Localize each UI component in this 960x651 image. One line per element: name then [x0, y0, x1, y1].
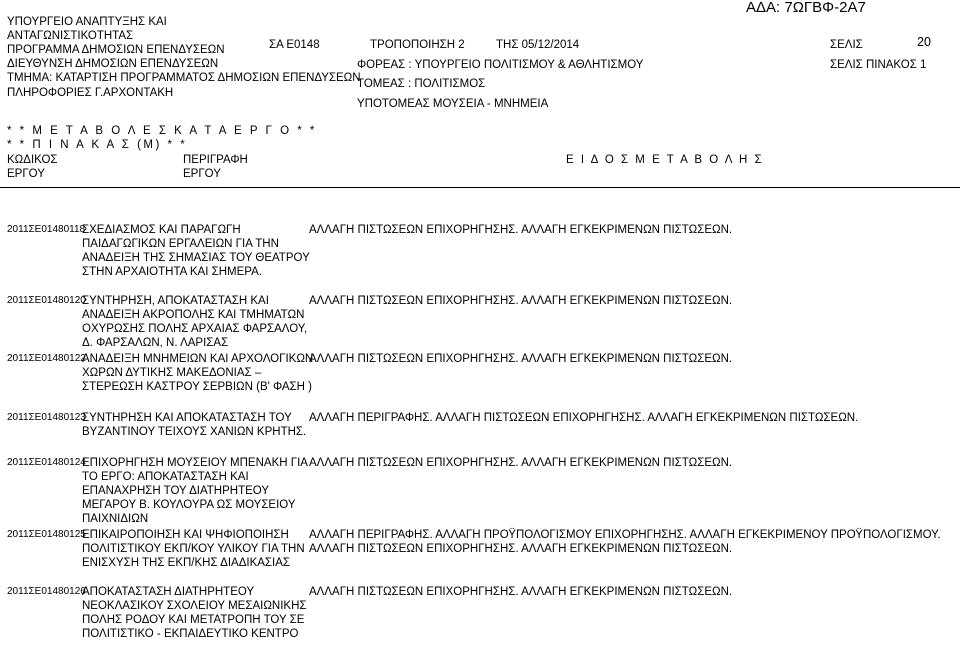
row-change: ΑΛΛΑΓΗ ΠΙΣΤΩΣΕΩΝ ΕΠΙΧΟΡΗΓΗΣΗΣ. ΑΛΛΑΓΗ ΕΓΚΕΚΡΙΜΕΝΩΝ ΠΙΣΤΩΣΕΩΝ. [309, 295, 733, 307]
row-code: 2011ΣΕ01480118 [7, 224, 86, 235]
row-description: ΣΧΕΔΙΑΣΜΟΣ ΚΑΙ ΠΑΡΑΓΩΓΗ ΠΑΙΔΑΓΩΓΙΚΩΝ ΕΡΓΑΛΕΙΩΝ ΓΙΑ ΤΗΝ ΑΝΑΔΕΙΞΗ ΤΗΣ ΣΗΜΑΣΙΑΣ ΤΟΥ ΘΕΑΤΡΟΥ ΣΤΗΝ ΑΡΧΑΙΟΤΗΤΑ ΚΑΙ ΣΗΜΕΡΑ. [82, 224, 310, 278]
info-line: ΠΛΗΡΟΦΟΡΙΕΣ Γ.ΑΡΧΟΝΤΑΚΗ [7, 87, 174, 99]
modification-date: ΤΗΣ 05/12/2014 [496, 39, 580, 51]
col-code-line2: ΕΡΓΟΥ [7, 168, 45, 180]
row-description: ΣΥΝΤΗΡΗΣΗ, ΑΠΟΚΑΤΑΣΤΑΣΗ ΚΑΙ ΑΝΑΔΕΙΞΗ ΑΚΡΟΠΟΛΗΣ ΚΑΙ ΤΜΗΜΑΤΩΝ ΟΧΥΡΩΣΗΣ ΠΟΛΗΣ ΑΡΧΑΙΑΣ ΦΑΡΣΑΛΟΥ, Δ. ΦΑΡΣΑΛΩΝ, Ν. ΛΑΡΙΣΑΣ [82, 295, 308, 349]
program-line: ΠΡΟΓΡΑΜΜΑ ΔΗΜΟΣΙΩΝ ΕΠΕΝΔΥΣΕΩΝ [7, 44, 225, 56]
row-description: ΑΠΟΚΑΤΑΣΤΑΣΗ ΔΙΑΤΗΡΗΤΕΟΥ ΝΕΟΚΛΑΣΙΚΟΥ ΣΧΟΛΕΙΟΥ ΜΕΣΑΙΩΝΙΚΗΣ ΠΟΛΗΣ ΡΟΔΟΥ ΚΑΙ ΜΕΤΑΤΡΟΠΗ ΤΟΥ ΣΕ ΠΟΛΙΤΙΣΤΙΚΟ - ΕΚΠΑΙΔΕΥΤΙΚΟ ΚΕΝΤΡΟ [82, 586, 307, 640]
row-change: ΑΛΛΑΓΗ ΠΕΡΙΓΡΑΦΗΣ. ΑΛΛΑΓΗ ΠΡΟΫΠΟΛΟΓΙΣΜΟΥ ΕΠΙΧΟΡΗΓΗΣΗΣ. ΑΛΛΑΓΗ ΕΓΚΕΚΡΙΜΕΝΟΥ ΠΡΟΫΠΟΛΟΓΙΣΜΟΥ. [309, 529, 941, 541]
row-description: ΑΝΑΔΕΙΞΗ ΜΝΗΜΕΙΩΝ ΚΑΙ ΑΡΧΟΛΟΓΙΚΩΝ ΧΩΡΩΝ ΔΥΤΙΚΗΣ ΜΑΚΕΔΟΝΙΑΣ – ΣΤΕΡΕΩΣΗ ΚΑΣΤΡΟΥ ΣΕΡΒΙΩΝ (Β' ΦΑΣΗ ) [82, 353, 314, 393]
col-desc-line1: ΠΕΡΙΓΡΑΦΗ [183, 154, 248, 166]
col-change: Ε Ι Δ Ο Σ Μ Ε Τ Α Β Ο Λ Η Σ [566, 154, 764, 166]
directorate-line: ΔΙΕΥΘΥΝΣΗ ΔΗΜΟΣΙΩΝ ΕΠΕΝΔΥΣΕΩΝ [7, 58, 219, 70]
col-desc-line2: ΕΡΓΟΥ [183, 168, 221, 180]
table-page: ΣΕΛΙΣ ΠΙΝΑΚΟΣ 1 [830, 59, 927, 71]
row-change: ΑΛΛΑΓΗ ΠΙΣΤΩΣΕΩΝ ΕΠΙΧΟΡΗΓΗΣΗΣ. ΑΛΛΑΓΗ ΕΓΚΕΚΡΙΜΕΝΩΝ ΠΙΣΤΩΣΕΩΝ. [309, 457, 733, 469]
row-change: ΑΛΛΑΓΗ ΠΙΣΤΩΣΕΩΝ ΕΠΙΧΟΡΗΓΗΣΗΣ. ΑΛΛΑΓΗ ΕΓΚΕΚΡΙΜΕΝΩΝ ΠΙΣΤΩΣΕΩΝ. [309, 543, 733, 555]
row-code: 2011ΣΕ01480120 [7, 295, 86, 306]
row-change: ΑΛΛΑΓΗ ΠΙΣΤΩΣΕΩΝ ΕΠΙΧΟΡΗΓΗΣΗΣ. ΑΛΛΑΓΗ ΕΓΚΕΚΡΙΜΕΝΩΝ ΠΙΣΤΩΣΕΩΝ. [309, 586, 733, 598]
row-description: ΕΠΙΚΑΙΡΟΠΟΙΗΣΗ ΚΑΙ ΨΗΦΙΟΠΟΙΗΣΗ ΠΟΛΙΤΙΣΤΙΚΟΥ ΕΚΠ/ΚΟΥ ΥΛΙΚΟΥ ΓΙΑ ΤΗΝ ΕΝΙΣΧΥΣΗ ΤΗΣ ΕΚΠ/ΚΗΣ ΔΙΑΔΙΚΑΣΙΑΣ [82, 529, 305, 569]
row-change: ΑΛΛΑΓΗ ΠΕΡΙΓΡΑΦΗΣ. ΑΛΛΑΓΗ ΠΙΣΤΩΣΕΩΝ ΕΠΙΧΟΡΗΓΗΣΗΣ. ΑΛΛΑΓΗ ΕΓΚΕΚΡΙΜΕΝΩΝ ΠΙΣΤΩΣΕΩΝ. [309, 412, 859, 424]
department-line: ΤΜΗΜΑ: ΚΑΤΑΡΤΙΣΗ ΠΡΟΓΡΑΜΜΑΤΟΣ ΔΗΜΟΣΙΩΝ ΕΠΕΝΔΥΣΕΩΝ [7, 72, 361, 84]
row-code: 2011ΣΕ01480126 [7, 586, 86, 597]
foreas-line: ΦΟΡΕΑΣ : ΥΠΟΥΡΓΕΙΟ ΠΟΛΙΤΙΣΜΟΥ & ΑΘΛΗΤΙΣΜΟΥ [357, 59, 644, 71]
ministry-line-2: ΑΝΤΑΓΩΝΙΣΤΙΚΟΤΗΤΑΣ [7, 30, 134, 42]
row-description: ΣΥΝΤΗΡΗΣΗ ΚΑΙ ΑΠΟΚΑΤΑΣΤΑΣΗ ΤΟΥ ΒΥΖΑΝΤΙΝΟΥ ΤΕΙΧΟΥΣ ΧΑΝΙΩΝ ΚΡΗΤΗΣ. [82, 412, 307, 438]
header-divider [0, 187, 960, 188]
row-code: 2011ΣΕ01480123 [7, 412, 86, 423]
ministry-line-1: ΥΠΟΥΡΓΕΙΟ ΑΝΑΠΤΥΞΗΣ ΚΑΙ [7, 16, 167, 28]
row-change: ΑΛΛΑΓΗ ΠΙΣΤΩΣΕΩΝ ΕΠΙΧΟΡΗΓΗΣΗΣ. ΑΛΛΑΓΗ ΕΓΚΕΚΡΙΜΕΝΩΝ ΠΙΣΤΩΣΕΩΝ. [309, 224, 733, 236]
section-title: * * Μ Ε Τ Α Β Ο Λ Ε Σ Κ Α Τ Α Ε Ρ Γ Ο * * [7, 125, 317, 137]
page-label: ΣΕΛΙΣ [830, 39, 863, 51]
page-number: 20 [917, 35, 931, 49]
modification-number: ΤΡΟΠΟΠΟΙΗΣΗ 2 [370, 39, 465, 51]
row-code: 2011ΣΕ01480122 [7, 353, 86, 364]
row-change: ΑΛΛΑΓΗ ΠΙΣΤΩΣΕΩΝ ΕΠΙΧΟΡΗΓΗΣΗΣ. ΑΛΛΑΓΗ ΕΓΚΕΚΡΙΜΕΝΩΝ ΠΙΣΤΩΣΕΩΝ. [309, 353, 733, 365]
table-title: * * Π Ι Ν Α Κ Α Σ (Μ) * * [7, 139, 188, 151]
ada-code: ΑΔΑ: 7ΩΓΒΦ-2Α7 [746, 0, 866, 16]
sa-code: ΣΑ Ε0148 [269, 39, 320, 51]
row-description: ΕΠΙΧΟΡΗΓΗΣΗ ΜΟΥΣΕΙΟΥ ΜΠΕΝΑΚΗ ΓΙΑ ΤΟ ΕΡΓΟ: ΑΠΟΚΑΤΑΣΤΑΣΗ ΚΑΙ ΕΠΑΝΑΧΡΗΣΗ ΤΟΥ ΔΙΑΤΗΡΗΤΕΟΥ ΜΕΓΑΡΟΥ Β. ΚΟΥΛΟΥΡΑ ΩΣ ΜΟΥΣΕΙΟΥ ΠΑΙΧΝΙΔΙΩΝ [82, 457, 308, 525]
row-code: 2011ΣΕ01480124 [7, 457, 86, 468]
row-code: 2011ΣΕ01480125 [7, 529, 86, 540]
tomeas-line: ΤΟΜΕΑΣ : ΠΟΛΙΤΙΣΜΟΣ [357, 78, 486, 90]
ypotomeas-line: ΥΠΟΤΟΜΕΑΣ ΜΟΥΣΕΙΑ - ΜΝΗΜΕΙΑ [357, 98, 549, 110]
col-code-line1: ΚΩΔΙΚΟΣ [7, 154, 58, 166]
